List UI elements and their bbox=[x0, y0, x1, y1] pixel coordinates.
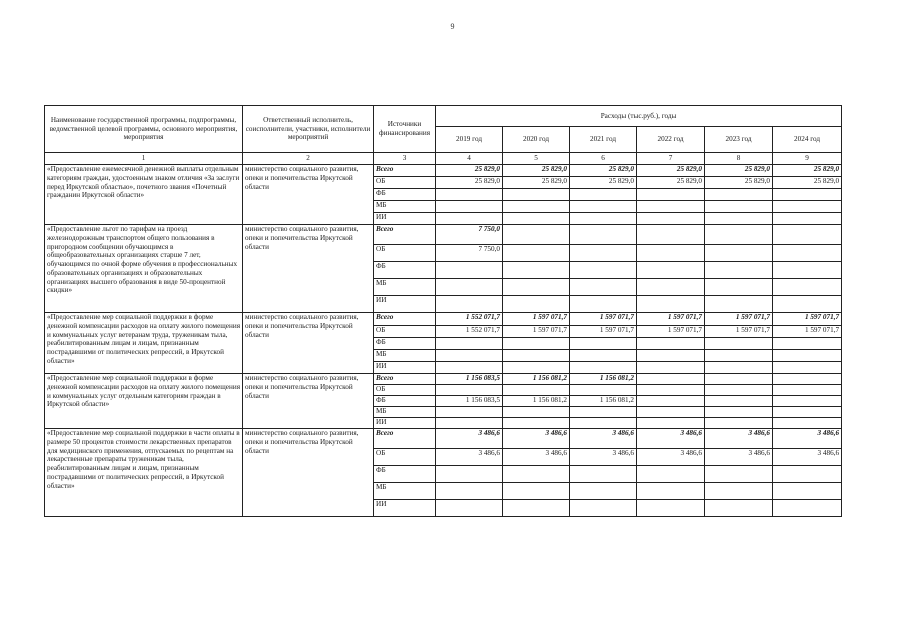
table-body bbox=[45, 165, 842, 517]
expense-value: 3 486,6 bbox=[705, 429, 773, 449]
expense-value: 1 597 071,7 bbox=[503, 313, 570, 326]
expense-value bbox=[570, 262, 637, 279]
funding-source: МБ bbox=[374, 350, 436, 362]
expense-value: 1 156 081,2 bbox=[503, 396, 570, 407]
column-number: 1 bbox=[45, 153, 243, 165]
funding-source: ИИ bbox=[374, 500, 436, 517]
executor-name: министерство социального развития, опеки и попечительства Иркутской области bbox=[243, 429, 374, 517]
expense-value: 25 829,0 bbox=[705, 165, 773, 177]
expense-value: 25 829,0 bbox=[503, 165, 570, 177]
table-header bbox=[45, 106, 842, 165]
header-year: 2019 год bbox=[436, 127, 503, 153]
expense-value: 7 750,0 bbox=[436, 225, 503, 245]
measure-name: «Предоставление ежемесячной денежной выплаты отдельным категориям граждан, удостоенным знаком отличия «За заслуги перед Иркутской областью», почетного звания «Почетный гражданин Иркутской области» bbox=[45, 165, 243, 225]
expense-value bbox=[705, 418, 773, 429]
expense-value bbox=[436, 500, 503, 517]
expense-value: 1 597 071,7 bbox=[570, 326, 637, 338]
expense-value bbox=[570, 385, 637, 396]
funding-source: МБ bbox=[374, 483, 436, 500]
expense-value bbox=[637, 407, 705, 418]
expense-value bbox=[637, 418, 705, 429]
expense-value: 25 829,0 bbox=[773, 165, 842, 177]
expense-value: 1 156 081,2 bbox=[570, 396, 637, 407]
expense-value bbox=[637, 350, 705, 362]
expense-value bbox=[503, 245, 570, 262]
funding-source: ОБ bbox=[374, 326, 436, 338]
expense-value: 25 829,0 bbox=[503, 177, 570, 189]
table-row bbox=[45, 429, 842, 449]
expense-value bbox=[705, 483, 773, 500]
funding-source: ОБ bbox=[374, 177, 436, 189]
expense-value bbox=[705, 407, 773, 418]
funding-source: ФБ bbox=[374, 396, 436, 407]
expense-value: 3 486,6 bbox=[436, 449, 503, 466]
expense-value bbox=[773, 201, 842, 213]
expense-value bbox=[570, 407, 637, 418]
measure-name: «Предоставление льгот по тарифам на проезд железнодорожным транспортом общего пользования в пригородном сообщении обучающимся в общеобразовательных организациях старше 7 лет, обучающимся по очной форме обучения в профессиональных образовательных организациях и образовательных организациях высшего образования в виде 50-процентной скидки» bbox=[45, 225, 243, 313]
expense-value: 1 597 071,7 bbox=[705, 326, 773, 338]
expense-value bbox=[637, 201, 705, 213]
expense-value bbox=[637, 385, 705, 396]
expense-value: 25 829,0 bbox=[705, 177, 773, 189]
table-row bbox=[45, 374, 842, 385]
column-number: 2 bbox=[243, 153, 374, 165]
expense-value bbox=[436, 466, 503, 483]
expense-value: 1 552 071,7 bbox=[436, 313, 503, 326]
expense-value: 3 486,6 bbox=[705, 449, 773, 466]
expense-value bbox=[773, 262, 842, 279]
expense-value bbox=[570, 500, 637, 517]
executor-name: министерство социального развития, опеки и попечительства Иркутской области bbox=[243, 225, 374, 313]
funding-source: ОБ bbox=[374, 449, 436, 466]
expense-value bbox=[773, 466, 842, 483]
funding-source: ОБ bbox=[374, 385, 436, 396]
expense-value bbox=[503, 350, 570, 362]
expense-value bbox=[436, 189, 503, 201]
expense-value bbox=[773, 500, 842, 517]
funding-source: МБ bbox=[374, 279, 436, 296]
expense-value bbox=[773, 296, 842, 313]
expense-value bbox=[570, 466, 637, 483]
measure-name: «Предоставление мер социальной поддержки в части оплаты в размере 50 процентов стоимости лекарственных препаратов для медицинского применения, отпускаемых по рецептам на лекарственные препараты труженикам тыла, реабилитированным лицам и лицам, признанным пострадавшими от политических репрессий, в Иркутской области» bbox=[45, 429, 243, 517]
expense-value bbox=[503, 338, 570, 350]
expense-value: 3 486,6 bbox=[773, 429, 842, 449]
funding-source: МБ bbox=[374, 201, 436, 213]
funding-source: ФБ bbox=[374, 189, 436, 201]
expense-value bbox=[503, 466, 570, 483]
expense-value: 25 829,0 bbox=[436, 177, 503, 189]
expense-value: 25 829,0 bbox=[570, 165, 637, 177]
expense-value bbox=[503, 362, 570, 374]
funding-source: ФБ bbox=[374, 466, 436, 483]
expense-value: 25 829,0 bbox=[436, 165, 503, 177]
expense-value: 3 486,6 bbox=[436, 429, 503, 449]
funding-source: ОБ bbox=[374, 245, 436, 262]
column-number: 4 bbox=[436, 153, 503, 165]
expense-value bbox=[705, 385, 773, 396]
table-row bbox=[45, 225, 842, 245]
expense-value bbox=[436, 262, 503, 279]
expense-value: 1 156 081,2 bbox=[570, 374, 637, 385]
expense-value bbox=[637, 466, 705, 483]
expense-value bbox=[637, 500, 705, 517]
expense-value bbox=[773, 189, 842, 201]
expense-value: 3 486,6 bbox=[773, 449, 842, 466]
expense-value bbox=[570, 350, 637, 362]
expense-value bbox=[705, 374, 773, 385]
expense-value bbox=[503, 418, 570, 429]
expense-value: 1 156 083,5 bbox=[436, 374, 503, 385]
measure-name: «Предоставление мер социальной поддержки в форме денежной компенсации расходов на оплату жилого помещения и коммунальных услуг отдельным категориям граждан в Иркутской области» bbox=[45, 374, 243, 429]
expense-value bbox=[503, 385, 570, 396]
expense-value bbox=[503, 225, 570, 245]
expense-value bbox=[637, 374, 705, 385]
executor-name: министерство социального развития, опеки и попечительства Иркутской области bbox=[243, 165, 374, 225]
column-number: 7 bbox=[637, 153, 705, 165]
expense-value bbox=[436, 338, 503, 350]
expense-value bbox=[436, 385, 503, 396]
expense-value bbox=[436, 362, 503, 374]
expense-value bbox=[773, 407, 842, 418]
expense-value bbox=[637, 362, 705, 374]
funding-source: Всего bbox=[374, 165, 436, 177]
expense-value bbox=[436, 483, 503, 500]
expense-value bbox=[503, 189, 570, 201]
expense-value bbox=[637, 225, 705, 245]
page-number: 9 bbox=[450, 22, 455, 31]
expense-value bbox=[705, 279, 773, 296]
column-number: 6 bbox=[570, 153, 637, 165]
expense-value bbox=[436, 279, 503, 296]
expense-value bbox=[503, 500, 570, 517]
expense-value bbox=[570, 296, 637, 313]
expense-value bbox=[436, 213, 503, 225]
expense-value bbox=[436, 407, 503, 418]
funding-source: ФБ bbox=[374, 338, 436, 350]
expense-value bbox=[773, 338, 842, 350]
column-number: 9 bbox=[773, 153, 842, 165]
expense-value bbox=[637, 245, 705, 262]
expense-value bbox=[570, 362, 637, 374]
expense-value bbox=[570, 213, 637, 225]
expense-value bbox=[705, 466, 773, 483]
expense-value: 1 597 071,7 bbox=[503, 326, 570, 338]
expense-value bbox=[637, 338, 705, 350]
expense-value: 3 486,6 bbox=[637, 429, 705, 449]
expense-value: 25 829,0 bbox=[773, 177, 842, 189]
expense-value bbox=[570, 338, 637, 350]
expense-value bbox=[503, 296, 570, 313]
funding-source: ИИ bbox=[374, 418, 436, 429]
expense-value: 1 597 071,7 bbox=[773, 326, 842, 338]
expense-value: 3 486,6 bbox=[503, 429, 570, 449]
header-year: 2021 год bbox=[570, 127, 637, 153]
expense-value: 1 156 083,5 bbox=[436, 396, 503, 407]
expense-value bbox=[773, 483, 842, 500]
expense-value bbox=[637, 279, 705, 296]
header-source: Источники финансирования bbox=[374, 106, 436, 153]
expense-value bbox=[773, 213, 842, 225]
expense-value: 1 597 071,7 bbox=[570, 313, 637, 326]
funding-source: Всего bbox=[374, 225, 436, 245]
executor-name: министерство социального развития, опеки и попечительства Иркутской области bbox=[243, 374, 374, 429]
expense-value bbox=[436, 350, 503, 362]
budget-table bbox=[44, 105, 842, 517]
expense-value bbox=[503, 279, 570, 296]
expense-value bbox=[503, 213, 570, 225]
expense-value bbox=[570, 279, 637, 296]
funding-source: ИИ bbox=[374, 213, 436, 225]
expense-value bbox=[570, 189, 637, 201]
expense-value bbox=[705, 350, 773, 362]
expense-value bbox=[637, 189, 705, 201]
funding-source: МБ bbox=[374, 407, 436, 418]
expense-value bbox=[570, 245, 637, 262]
measure-name: «Предоставление мер социальной поддержки в форме денежной компенсации расходов на оплату жилого помещения и коммунальных услуг ветеранам труда, труженикам тыла, реабилитированным лицам и лицам, признанным пострадавшими от политических репрессий, в Иркутской области» bbox=[45, 313, 243, 374]
header-year: 2024 год bbox=[773, 127, 842, 153]
expense-value: 25 829,0 bbox=[637, 165, 705, 177]
expense-value bbox=[773, 385, 842, 396]
funding-source: ИИ bbox=[374, 362, 436, 374]
expense-value: 25 829,0 bbox=[637, 177, 705, 189]
expense-value bbox=[503, 201, 570, 213]
expense-value bbox=[637, 213, 705, 225]
header-year: 2023 год bbox=[705, 127, 773, 153]
expense-value bbox=[705, 201, 773, 213]
expense-value: 3 486,6 bbox=[503, 449, 570, 466]
expense-value bbox=[773, 362, 842, 374]
expense-value: 1 156 081,2 bbox=[503, 374, 570, 385]
expense-value bbox=[705, 245, 773, 262]
expense-value bbox=[773, 225, 842, 245]
expense-value bbox=[570, 483, 637, 500]
header-name: Наименование государственной программы, подпрограммы, ведомственной целевой программы, основного мероприятия, мероприятия bbox=[45, 106, 243, 153]
expense-value: 1 597 071,7 bbox=[637, 313, 705, 326]
expense-value bbox=[705, 338, 773, 350]
expense-value: 25 829,0 bbox=[570, 177, 637, 189]
header-expenses: Расходы (тыс.руб.), годы bbox=[436, 106, 842, 127]
expense-value: 3 486,6 bbox=[570, 429, 637, 449]
column-number: 8 bbox=[705, 153, 773, 165]
expense-value bbox=[436, 418, 503, 429]
expense-value bbox=[705, 213, 773, 225]
expense-value bbox=[637, 296, 705, 313]
expense-value bbox=[773, 418, 842, 429]
column-number: 5 bbox=[503, 153, 570, 165]
expense-value bbox=[570, 201, 637, 213]
expense-value bbox=[637, 262, 705, 279]
expense-value bbox=[637, 396, 705, 407]
expense-value: 7 750,0 bbox=[436, 245, 503, 262]
expense-value bbox=[637, 483, 705, 500]
expense-value bbox=[705, 189, 773, 201]
expense-value bbox=[773, 279, 842, 296]
header-executor: Ответственный исполнитель, соисполнители, участники, исполнители мероприятий bbox=[243, 106, 374, 153]
expense-value bbox=[773, 396, 842, 407]
funding-source: ИИ bbox=[374, 296, 436, 313]
expense-value: 3 486,6 bbox=[570, 449, 637, 466]
funding-source: Всего bbox=[374, 313, 436, 326]
expense-value bbox=[436, 201, 503, 213]
table-row bbox=[45, 165, 842, 177]
expense-value: 1 552 071,7 bbox=[436, 326, 503, 338]
expense-value bbox=[570, 418, 637, 429]
expense-value bbox=[773, 350, 842, 362]
expense-value bbox=[705, 500, 773, 517]
header-year: 2022 год bbox=[637, 127, 705, 153]
column-number: 3 bbox=[374, 153, 436, 165]
expense-value bbox=[773, 374, 842, 385]
expense-value: 1 597 071,7 bbox=[705, 313, 773, 326]
funding-source: ФБ bbox=[374, 262, 436, 279]
header-year: 2020 год bbox=[503, 127, 570, 153]
expense-value bbox=[705, 396, 773, 407]
expense-value bbox=[773, 245, 842, 262]
expense-value bbox=[570, 225, 637, 245]
expense-value bbox=[503, 407, 570, 418]
table-row bbox=[45, 313, 842, 326]
expense-value bbox=[705, 262, 773, 279]
funding-source: Всего bbox=[374, 374, 436, 385]
expense-value: 3 486,6 bbox=[637, 449, 705, 466]
executor-name: министерство социального развития, опеки и попечительства Иркутской области bbox=[243, 313, 374, 374]
expense-value bbox=[705, 362, 773, 374]
expense-value bbox=[705, 296, 773, 313]
funding-source: Всего bbox=[374, 429, 436, 449]
expense-value bbox=[503, 483, 570, 500]
expense-value bbox=[503, 262, 570, 279]
expense-value: 1 597 071,7 bbox=[637, 326, 705, 338]
expense-value bbox=[436, 296, 503, 313]
expense-value bbox=[705, 225, 773, 245]
expense-value: 1 597 071,7 bbox=[773, 313, 842, 326]
